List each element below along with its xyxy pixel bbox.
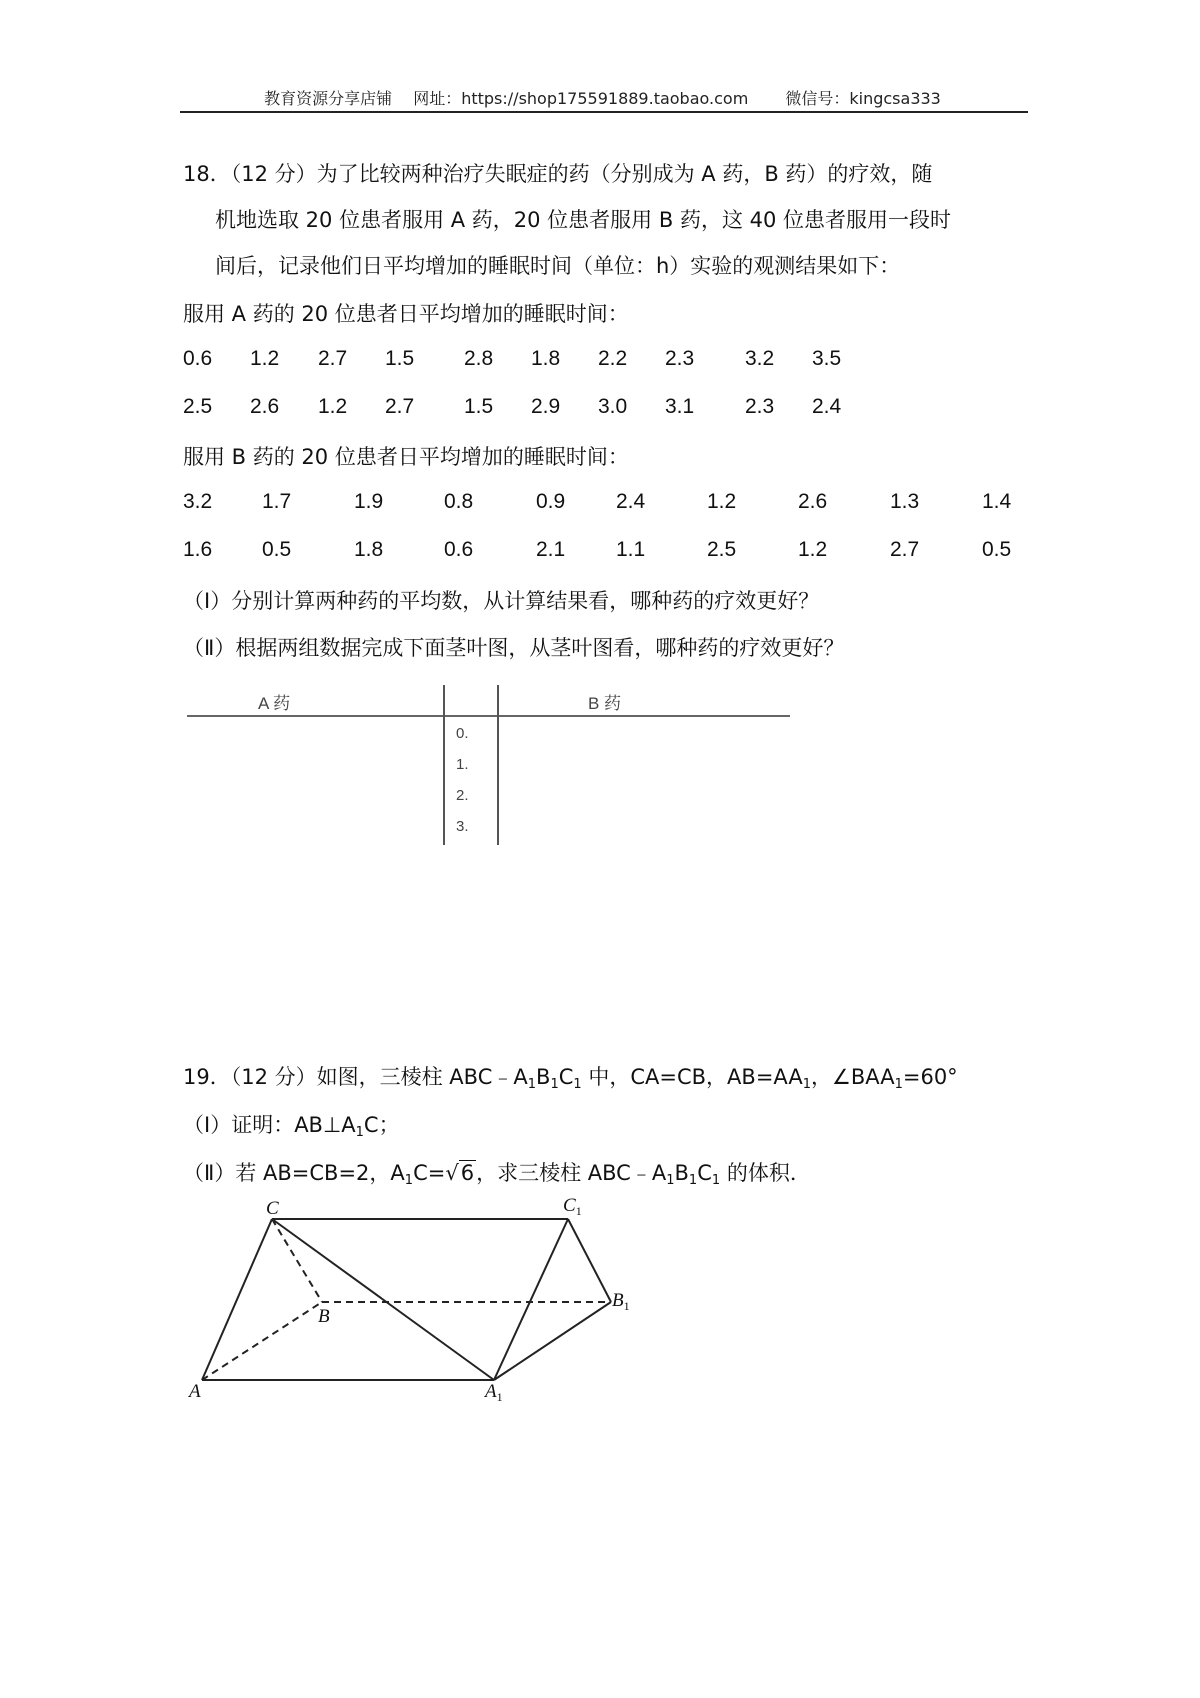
a-row2-value: 2.5	[183, 395, 213, 418]
b-row2-value: 1.1	[616, 538, 646, 561]
q18-b-title: 服用 B 药的 20 位患者日平均增加的睡眠时间：	[183, 445, 629, 469]
a-row2-value: 2.3	[745, 395, 775, 418]
b-row2-value: 0.5	[262, 538, 292, 561]
stem-value: 3.	[456, 818, 469, 835]
a-row1-value: 2.7	[318, 347, 348, 370]
b-row1-value: 1.4	[982, 490, 1012, 513]
stem-value: 0.	[456, 725, 469, 742]
a-row1-value: 0.6	[183, 347, 213, 370]
a-row1-value: 1.8	[531, 347, 561, 370]
sqrt-symbol: √	[445, 1161, 459, 1185]
b-row1-value: 1.2	[707, 490, 737, 513]
q18-line2: 机地选取 20 位患者服用 A 药，20 位患者服用 B 药，这 40 位患者服用一段时	[215, 208, 952, 232]
b-row2-value: 1.2	[798, 538, 828, 561]
a-row1-value: 2.8	[464, 347, 494, 370]
b-row1-value: 1.3	[890, 490, 920, 513]
stem-value: 2.	[456, 787, 469, 804]
a-row2-value: 3.0	[598, 395, 628, 418]
a-row2-value: 2.7	[385, 395, 415, 418]
a-row1-value: 3.2	[745, 347, 775, 370]
q18-a-title: 服用 A 药的 20 位患者日平均增加的睡眠时间：	[183, 302, 629, 326]
sqrt-radicand: 6	[460, 1161, 475, 1185]
b-row1-value: 2.6	[798, 490, 828, 513]
q18-part1: （Ⅰ）分别计算两种药的平均数，从计算结果看，哪种药的疗效更好？	[183, 589, 820, 613]
b-row2-value: 1.8	[354, 538, 384, 561]
stem-value: 1.	[456, 756, 469, 773]
a-row1-value: 3.5	[812, 347, 842, 370]
b-row1-value: 0.9	[536, 490, 566, 513]
page-header: 教育资源分享店铺 网址：https://shop175591889.taobao.com 微信号：kingcsa333	[264, 89, 941, 108]
edge-C-A1	[272, 1219, 494, 1380]
q19-line1: 19．（12 分）如图，三棱柱 $ABC﹣A_1B_1C_1$ 中，CA=CB，$AB=AA_1$，$\angle BAA_1=60^\circ$	[183, 1065, 958, 1092]
edge-C-B-hidden	[272, 1219, 322, 1302]
a-row2-value: 1.2	[318, 395, 348, 418]
b-row1-value: 3.2	[183, 490, 213, 513]
q18-part2: （Ⅱ）根据两组数据完成下面茎叶图，从茎叶图看，哪种药的疗效更好？	[183, 636, 845, 660]
b-row1-value: 1.7	[262, 490, 292, 513]
a-row2-value: 2.6	[250, 395, 280, 418]
vertex-label-B1: $B_1$	[612, 1290, 630, 1313]
a-row2-value: 1.5	[464, 395, 494, 418]
vertex-label-C1: $C_1$	[563, 1195, 582, 1218]
b-row1-value: 2.4	[616, 490, 646, 513]
a-row1-value: 1.5	[385, 347, 415, 370]
b-row2-value: 0.5	[982, 538, 1012, 561]
a-row2-value: 2.4	[812, 395, 842, 418]
b-row2-value: 2.1	[536, 538, 566, 561]
a-row2-value: 3.1	[665, 395, 695, 418]
q18-line1: 18．（12 分）为了比较两种治疗失眠症的药（分别成为 A 药，B 药）的疗效，随	[183, 162, 933, 186]
edge-C-A	[202, 1219, 272, 1380]
b-row1-value: 1.9	[354, 490, 384, 513]
vertex-label-B: B	[318, 1306, 330, 1327]
b-row2-value: 1.6	[183, 538, 213, 561]
a-row1-value: 2.3	[665, 347, 695, 370]
a-row2-value: 2.9	[531, 395, 561, 418]
edge-C1-B1	[568, 1219, 611, 1302]
b-row2-value: 2.5	[707, 538, 737, 561]
stem-leaf-right-header: B 药	[588, 694, 622, 713]
b-row2-value: 2.7	[890, 538, 920, 561]
b-row1-value: 0.8	[444, 490, 474, 513]
stem-leaf-left-header: A 药	[258, 694, 291, 713]
vertex-label-A: A	[189, 1381, 201, 1402]
a-row1-value: 1.2	[250, 347, 280, 370]
q19-part1: （Ⅰ）证明：$AB\perp A_1C$；	[183, 1113, 400, 1140]
q19-part2: （Ⅱ）若 AB=CB=2，$A_1C=√6$，求三棱柱 $ABC﹣A_1B_1C_1$ 的体积．	[183, 1161, 811, 1188]
a-row1-value: 2.2	[598, 347, 628, 370]
vertex-label-C: C	[266, 1198, 279, 1219]
q18-line3: 间后，记录他们日平均增加的睡眠时间（单位：h）实验的观测结果如下：	[215, 254, 901, 278]
vertex-label-A1: $A_1$	[485, 1381, 503, 1404]
b-row2-value: 0.6	[444, 538, 474, 561]
